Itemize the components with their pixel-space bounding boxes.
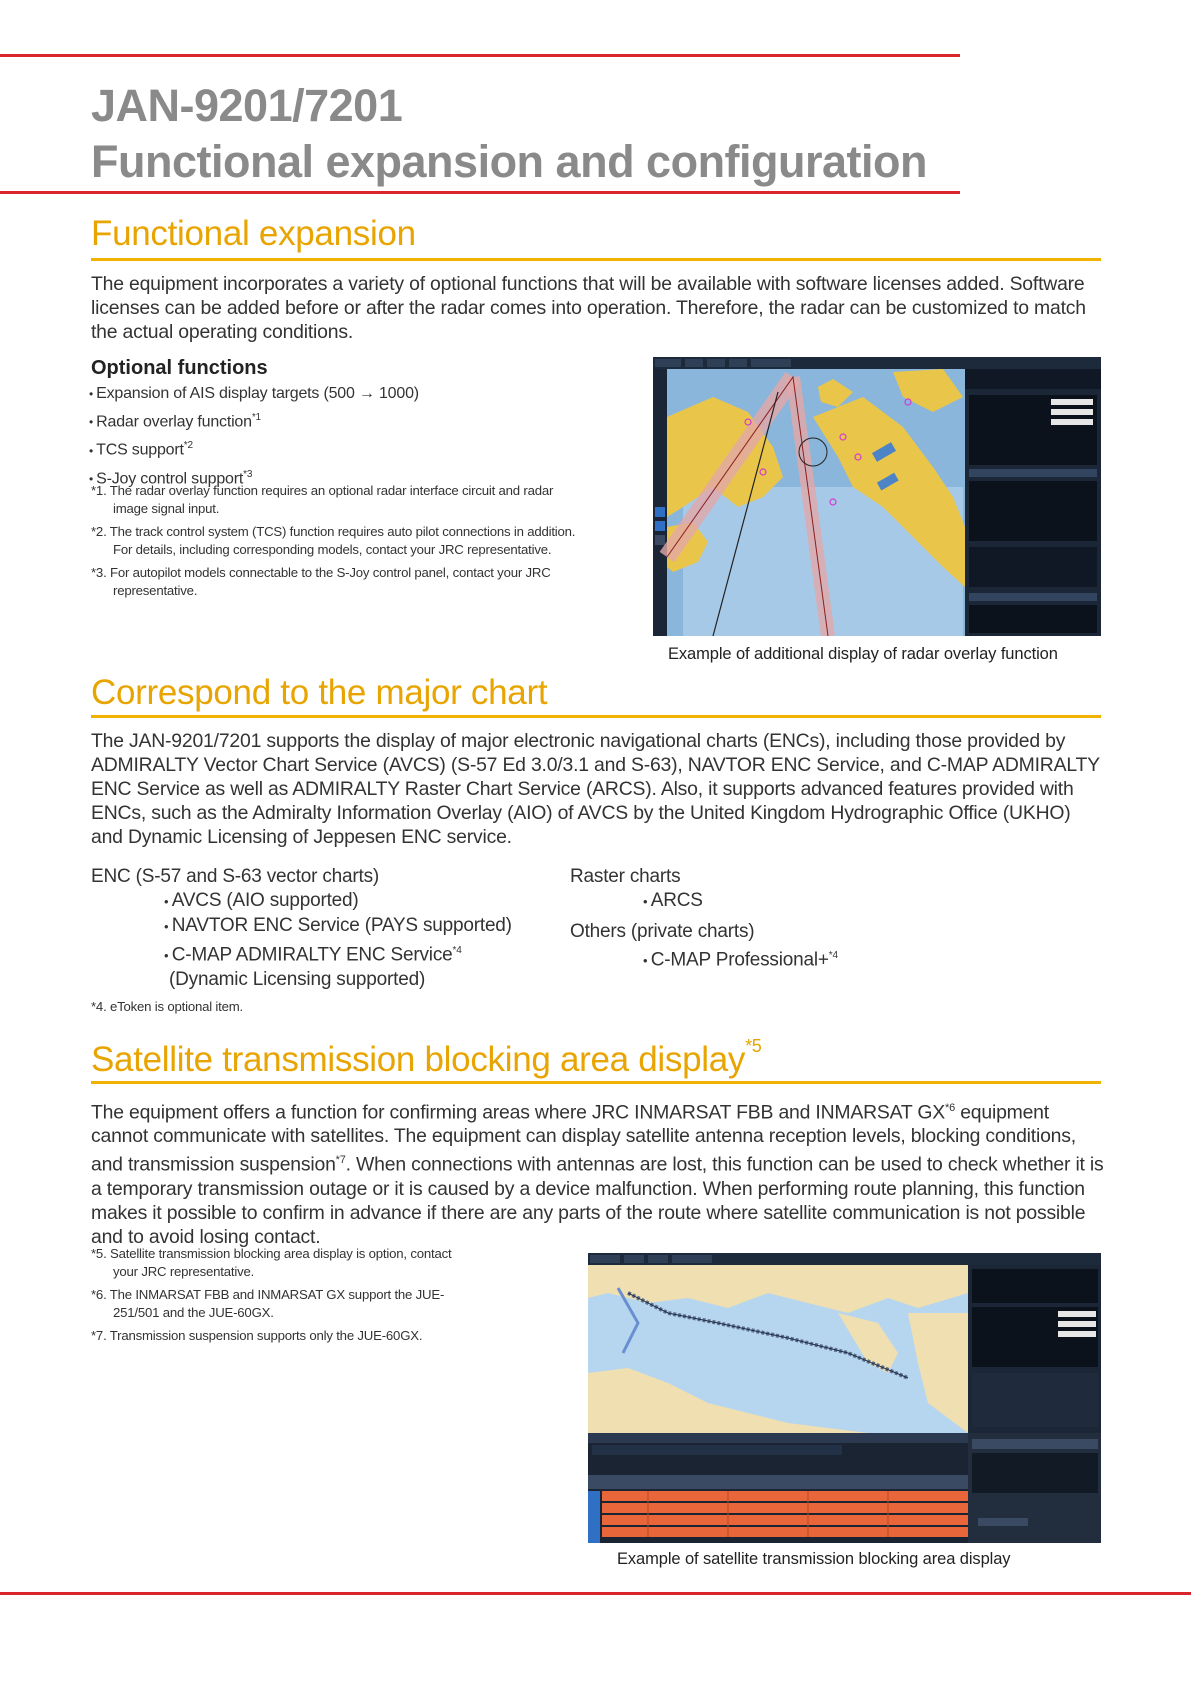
list-item: • TCS support$^{*2}$ bbox=[89, 434, 419, 462]
footnote: *1. The radar overlay function requires an optional radar interface circuit and radar image signal input. bbox=[91, 483, 554, 516]
enc-chart-list bbox=[91, 865, 512, 992]
footnote: *3. For autopilot models connectable to the S-Joy control panel, contact your JRC representative. bbox=[91, 565, 551, 598]
satellite-blocking-caption: Example of satellite transmission blocking area display bbox=[617, 1550, 1011, 1568]
satellite-notes bbox=[91, 1245, 471, 1350]
footnote: *6. The INMARSAT FBB and INMARSAT GX support the JUE-251/501 and the JUE-60GX. bbox=[91, 1287, 445, 1320]
optional-functions-list bbox=[89, 382, 419, 491]
title-red-rule bbox=[0, 191, 960, 194]
satellite-heading: Satellite transmission blocking area display$^{*5}$ bbox=[91, 1036, 762, 1079]
footnote: *7. Transmission suspension supports only the JUE-60GX. bbox=[91, 1328, 423, 1343]
title-line-1: JAN-9201/7201 bbox=[91, 80, 403, 131]
major-chart-heading: Correspond to the major chart bbox=[91, 673, 548, 712]
enc-heading: ENC (S-57 and S-63 vector charts) bbox=[91, 866, 380, 887]
list-item: • ARCS bbox=[570, 889, 838, 914]
list-item: • AVCS (AIO supported) bbox=[91, 889, 512, 914]
raster-heading: Raster charts bbox=[570, 866, 681, 887]
major-chart-rule bbox=[91, 715, 1101, 718]
radar-overlay-caption: Example of additional display of radar overlay function bbox=[668, 645, 1058, 663]
list-item: • S-Joy control support$^{*3}$ bbox=[89, 463, 419, 491]
enc-continuation: (Dynamic Licensing supported) bbox=[169, 969, 426, 991]
etoken-note: *4. eToken is optional item. bbox=[91, 999, 244, 1014]
top-red-rule bbox=[0, 54, 960, 57]
others-heading: Others (private charts) bbox=[570, 921, 755, 942]
raster-chart-list bbox=[570, 865, 838, 973]
optional-functions-notes bbox=[91, 482, 576, 605]
footnote: *2. The track control system (TCS) function requires auto pilot connections in addition. For details, including corresponding models, contact your JRC representative. bbox=[91, 524, 576, 557]
list-item: • C-MAP ADMIRALTY ENC Service$^{*4}$ bbox=[91, 939, 512, 968]
list-item: • NAVTOR ENC Service (PAYS supported) bbox=[91, 914, 512, 939]
list-item: • Expansion of AIS display targets (500 → 1000) bbox=[89, 382, 419, 406]
satellite-rule bbox=[91, 1081, 1101, 1084]
page-title bbox=[91, 78, 927, 190]
satellite-blocking-screenshot bbox=[588, 1253, 1101, 1543]
radar-overlay-screenshot bbox=[653, 357, 1101, 636]
major-chart-body: The JAN-9201/7201 supports the display of major electronic navigational charts (ENCs), including those provided by ADMIRALTY Vector Chart Service (AVCS) (S-57 Ed 3.0/3.1 and S-63), NAVTOR ENC Service, and C-MAP ADMIRALTY ENC Service as well as ADMIRALTY Raster Chart Service (ARCS). Also, it supports advanced features provided with ENCs, such as the Admiralty Information Overlay (AIO) of AVCS by the United Kingdom Hydrographic Office (UKHO) and Dynamic Licensing of Jeppesen ENC service. bbox=[91, 730, 1100, 848]
functional-expansion-rule bbox=[91, 258, 1101, 261]
title-line-2: Functional expansion and configuration bbox=[91, 136, 928, 187]
functional-expansion-heading: Functional expansion bbox=[91, 214, 416, 253]
functional-expansion-body: The equipment incorporates a variety of optional functions that will be available with software licenses added. Software licenses can be added before or after the radar comes into operation. Therefore, the radar can be customized to match the actual operating conditions. bbox=[91, 273, 1086, 343]
footnote: *5. Satellite transmission blocking area display is option, contact your JRC representative. bbox=[91, 1246, 452, 1279]
bottom-red-rule bbox=[0, 1592, 1191, 1595]
optional-functions-heading: Optional functions bbox=[91, 357, 268, 379]
list-item: • Radar overlay function$^{*1}$ bbox=[89, 406, 419, 434]
satellite-body: The equipment offers a function for confirming areas where JRC INMARSAT FBB and INMARSAT GX$^{*6}$ equipment cannot communicate with satellites. The equipment can display satellite antenna reception levels, blocking conditions, and transmission suspension$^{*7}$. When connections with antennas are lost, this function can be used to check whether it is a temporary transmission outage or it is caused by a device malfunction. When performing route planning, this function makes it possible to confirm in advance if there are any parts of the route where satellite communication is not possible and to avoid losing contact. bbox=[91, 1101, 1104, 1248]
list-item: • C-MAP Professional+$^{*4}$ bbox=[570, 944, 838, 973]
